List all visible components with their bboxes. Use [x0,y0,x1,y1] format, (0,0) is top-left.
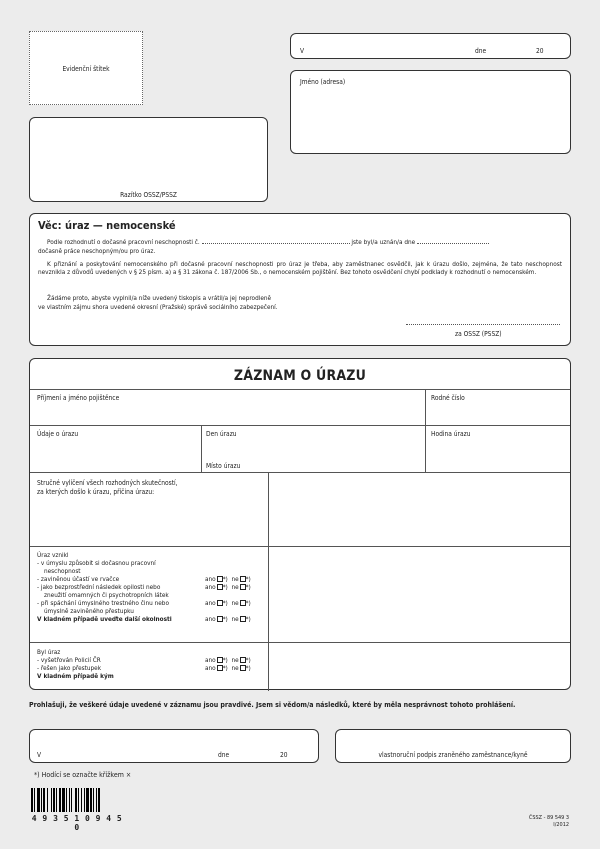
p1-start: Podle rozhodnutí o dočasné pracovní neschopnosti č. [47,238,200,246]
rozhodnuti-number-field[interactable] [202,243,350,244]
misto-urazu-label: Místo úrazu [206,462,241,470]
item3-line1: - jako bezprostřední následek opilosti nebo [37,583,161,591]
year-label: 20 [536,47,544,55]
kladny1-label: V kladném případě uveďte další okolnosti [37,615,172,623]
declaration-text: Prohlašuji, že veškeré údaje uvedené v záznamu jsou pravdivé. Jsem si vědom/a následků, které by měla nesprávnost tohoto prohlášení. [29,701,516,709]
kym-field[interactable] [269,643,570,689]
barcode-bar [34,788,35,812]
barcode-bar [53,788,55,812]
item3-line2: zneužití omamných či psychotropních látek [44,591,169,599]
dne-label: dne [475,47,487,55]
vec-section [29,213,571,346]
barcode-bar [98,788,100,812]
hodina-urazu-field[interactable] [426,426,570,471]
star: *) [222,583,228,591]
udaje-label: Údaje o úrazu [37,430,79,438]
star: *) [222,599,228,607]
uraz-vznikl-label: Úraz vznikl [37,551,69,559]
evidencni-stitek-box[interactable] [29,31,143,105]
rodne-cislo-field[interactable] [426,390,570,424]
bottom-dne-label: dne [218,751,230,759]
item4-line2: úmyslně zaviněného přestupku [44,607,134,615]
vec-paragraph-1 [47,238,565,246]
vec-paragraph-2: K přiznání a poskytování nemocenského při dočasné pracovní neschopnosti pro úraz je třeba, aby zaměstnanec osvědčil, jak k úrazu došlo, zejména, že tato neschopnost nevznikla z důvodů uvedených v § 25 písm. a) a § 31 zákona č. 187/2006 Sb., o nemocenském pojištění. Bez tohoto osvědčení chybí podklady k rozhodnutí o nemocenském. [38,260,562,277]
den-urazu-label: Den úrazu [206,430,237,438]
barcode-bar [90,788,92,812]
barcode-bar [86,788,89,812]
p3-line1: Žádáme proto, abyste vyplnil/a níže uvedený tiskopis a vrátil/a jej neprodleně [47,294,272,302]
ne-label: ne [231,599,239,607]
star: *) [245,664,251,672]
p3-line2: ve vlastním zájmu shora uvedené okresní (Pražské) správě sociálního zabezpečení. [38,303,278,311]
zaznam-title: ZÁZNAM O ÚRAZU [233,368,367,384]
barcode-bar [43,788,45,812]
ano-label: ano [205,599,216,607]
item1-line2: neschopnost [44,567,81,575]
ne-label: ne [231,583,239,591]
item2: - zaviněnou účastí ve rvačce [37,575,120,583]
item3-checkboxes [205,599,251,607]
prijmeni-label: Příjmení a jméno pojištěnce [37,394,120,402]
strucne-field[interactable] [269,473,570,545]
barcode-bar [66,788,67,812]
razitko-label: Razítko OSSZ/PSSZ [120,191,177,199]
jmeno-label: Jméno (adresa) [300,78,346,86]
star: *) [245,583,251,591]
signature-box[interactable] [335,729,571,763]
strucne-label [37,479,178,497]
za-ossz-label: za OSSZ (PSSZ) [455,330,502,338]
ossz-signature-line[interactable] [406,324,560,325]
barcode-bar [81,788,82,812]
footnote: *) Hodící se označte křížkem × [34,771,132,779]
b-item1-checkboxes [205,656,251,664]
star: *) [245,656,251,664]
ano-label: ano [205,575,216,583]
den-urazu-field[interactable] [202,426,424,448]
barcode-number: 4 9 3 5 1 0 9 4 5 0 [31,814,123,832]
zaznam-section [29,358,571,690]
ano-label: ano [205,583,216,591]
jmeno-adresa-box[interactable] [290,70,571,154]
podpis-label: vlastnoruční podpis zraněného zaměstnance/kyně [378,751,528,759]
barcode-bar [62,788,65,812]
barcode-bar [75,788,77,812]
barcode [31,788,123,832]
v-label: V [300,47,305,55]
bottom-year-label: 20 [280,751,288,759]
ne-label: ne [231,664,239,672]
bottom-place-date-box[interactable] [29,729,319,763]
rodne-cislo-label: Rodné číslo [431,394,465,402]
misto-urazu-field[interactable] [202,449,424,471]
ne-label: ne [231,575,239,583]
star: *) [222,664,228,672]
item2-checkboxes [205,583,251,591]
barcode-bar [78,788,79,812]
prijmeni-field[interactable] [31,390,424,424]
barcode-bar [71,788,72,812]
razitko-box[interactable] [29,117,268,202]
vec-title: Věc: úraz — nemocenské [38,219,176,232]
b-item2: - řešen jako přestupek [37,664,102,672]
barcode-bar [84,788,85,812]
star: *) [245,599,251,607]
form-code-line2: I/2012 [553,822,569,828]
barcode-bar [51,788,52,812]
star: *) [222,575,228,583]
item4-line1: - při spáchání úmyslného trestného činu nebo [37,599,169,607]
item1-checkboxes [205,575,251,583]
ano-label: ano [205,615,216,623]
form-code-line1: ČSSZ - 89 549 3 [528,815,569,821]
barcode-bar [37,788,40,812]
barcode-bar [96,788,97,812]
ano-label: ano [205,656,216,664]
kladny2-label: V kladném případě kým [37,672,114,680]
star: *) [222,656,228,664]
barcode-bars [31,788,123,812]
b-item2-checkboxes [205,664,251,672]
dalsi-okolnosti-field[interactable] [269,547,570,641]
item1-line1: - v úmyslu způsobit si dočasnou pracovní [37,559,156,567]
strucne-line2: za kterých došlo k úrazu, příčina úrazu: [37,488,155,496]
barcode-bar [59,788,61,812]
star: *) [222,615,228,623]
item4-checkboxes [205,615,251,623]
star: *) [245,615,251,623]
place-date-box[interactable] [290,33,571,59]
evidencni-stitek-label: Evidenční štítek [62,65,110,73]
hodina-urazu-label: Hodina úrazu [431,430,471,438]
byl-uraz-label: Byl úraz [37,648,61,656]
barcode-bar [69,788,70,812]
bottom-v-label: V [37,751,42,759]
p1-end: dočasně práce neschopným/ou pro úraz. [38,247,156,255]
form-code [529,815,569,829]
barcode-bar [93,788,94,812]
star: *) [245,575,251,583]
ne-label: ne [231,656,239,664]
barcode-bar [47,788,48,812]
barcode-bar [41,788,42,812]
p1-mid: jste byl/a uznán/a dne [351,238,416,246]
ne-label: ne [231,615,239,623]
barcode-bar [31,788,33,812]
strucne-line1: Stručné vylíčení všech rozhodných skutečností, [37,479,178,487]
ano-label: ano [205,664,216,672]
b-item1: - vyšetřován Policií ČR [37,656,101,664]
barcode-bar [56,788,57,812]
uznan-date-field[interactable] [417,243,489,244]
